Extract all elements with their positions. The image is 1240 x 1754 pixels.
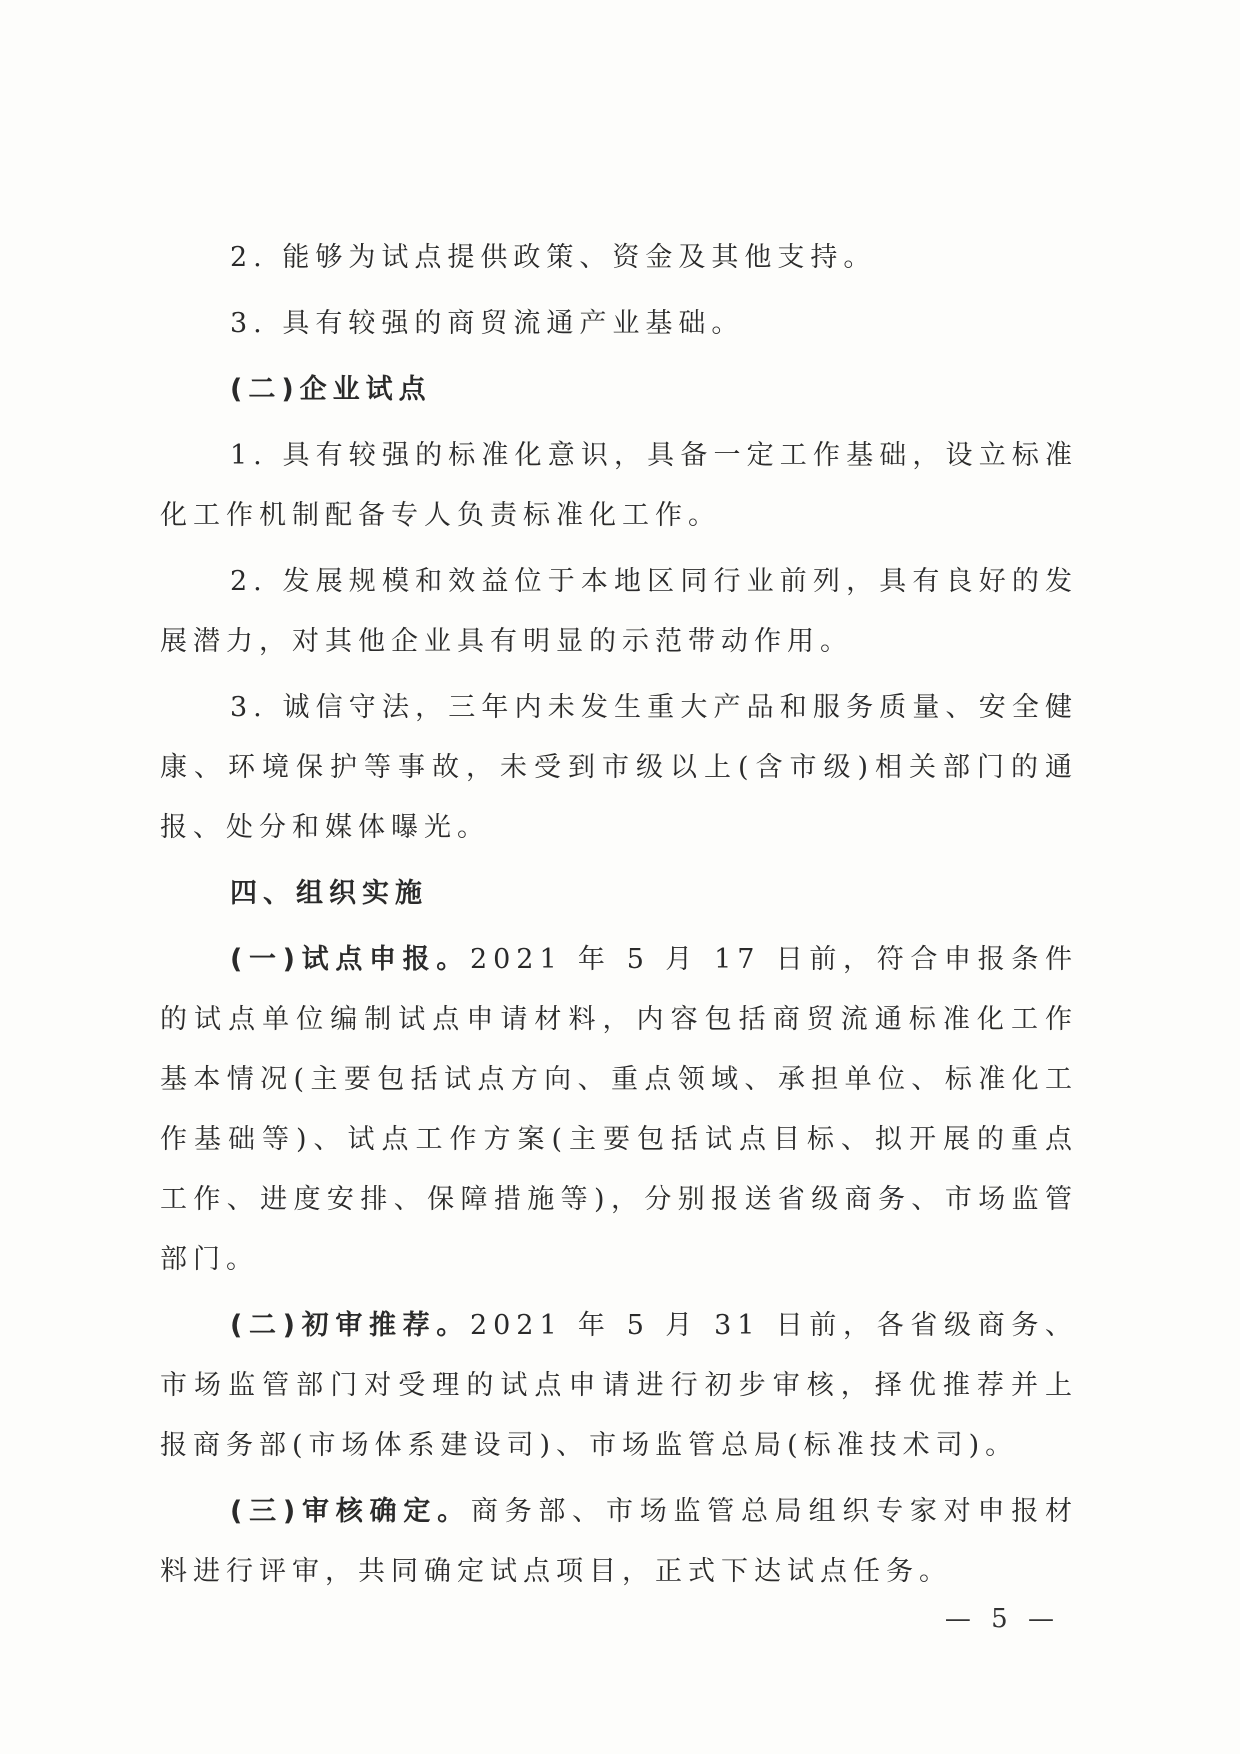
- paragraph-development-scale: [160, 552, 1078, 672]
- paragraph-text: 商务部、市场监管总局组织专家对申报材料进行评审，共同确定试点项目，正式下达试点任务。: [160, 1496, 1078, 1587]
- paragraph-standardization-awareness: [160, 426, 1078, 546]
- paragraph-preliminary-review: [160, 1296, 1078, 1476]
- page-number: — 5 —: [944, 1604, 1060, 1634]
- paragraph-pilot-application: [160, 930, 1078, 1290]
- paragraph-integrity: [160, 678, 1078, 858]
- paragraph-text: 2. 能够为试点提供政策、资金及其他支持。: [230, 242, 877, 273]
- paragraph-text: 2. 发展规模和效益位于本地区同行业前列，具有良好的发展潜力，对其他企业具有明显的示范带动作用。: [160, 566, 1078, 657]
- paragraph-support-conditions: [160, 228, 1078, 288]
- paragraph-lead: (一)试点申报。: [230, 944, 470, 975]
- paragraph-text: 2021 年 5 月 31 日前，各省级商务、市场监管部门对受理的试点申请进行初步审核，择优推荐并上报商务部(市场体系建设司)、市场监管总局(标准技术司)。: [160, 1310, 1078, 1461]
- paragraph-text: 3. 具有较强的商贸流通产业基础。: [230, 308, 745, 339]
- paragraph-final-approval: [160, 1482, 1078, 1602]
- section-heading-enterprise-pilot: [160, 360, 1078, 420]
- heading-text: (二)企业试点: [230, 374, 432, 405]
- document-body: [160, 228, 1078, 1602]
- heading-text: 四、组织实施: [230, 878, 428, 909]
- paragraph-text: 3. 诚信守法，三年内未发生重大产品和服务质量、安全健康、环境保护等事故，未受到市级以上(含市级)相关部门的通报、处分和媒体曝光。: [160, 692, 1078, 843]
- paragraph-industry-base: [160, 294, 1078, 354]
- paragraph-lead: (三)审核确定。: [230, 1496, 471, 1527]
- paragraph-text: 2021 年 5 月 17 日前，符合申报条件的试点单位编制试点申请材料，内容包括商贸流通标准化工作基本情况(主要包括试点方向、重点领域、承担单位、标准化工作基础等)、试点工作方案(主要包括试点目标、拟开展的重点工作、进度安排、保障措施等)，分别报送省级商务、市场监管部门。: [160, 944, 1078, 1275]
- paragraph-lead: (二)初审推荐。: [230, 1310, 470, 1341]
- paragraph-text: 1. 具有较强的标准化意识，具备一定工作基础，设立标准化工作机制配备专人负责标准化工作。: [160, 440, 1078, 531]
- section-heading-organization: [160, 864, 1078, 924]
